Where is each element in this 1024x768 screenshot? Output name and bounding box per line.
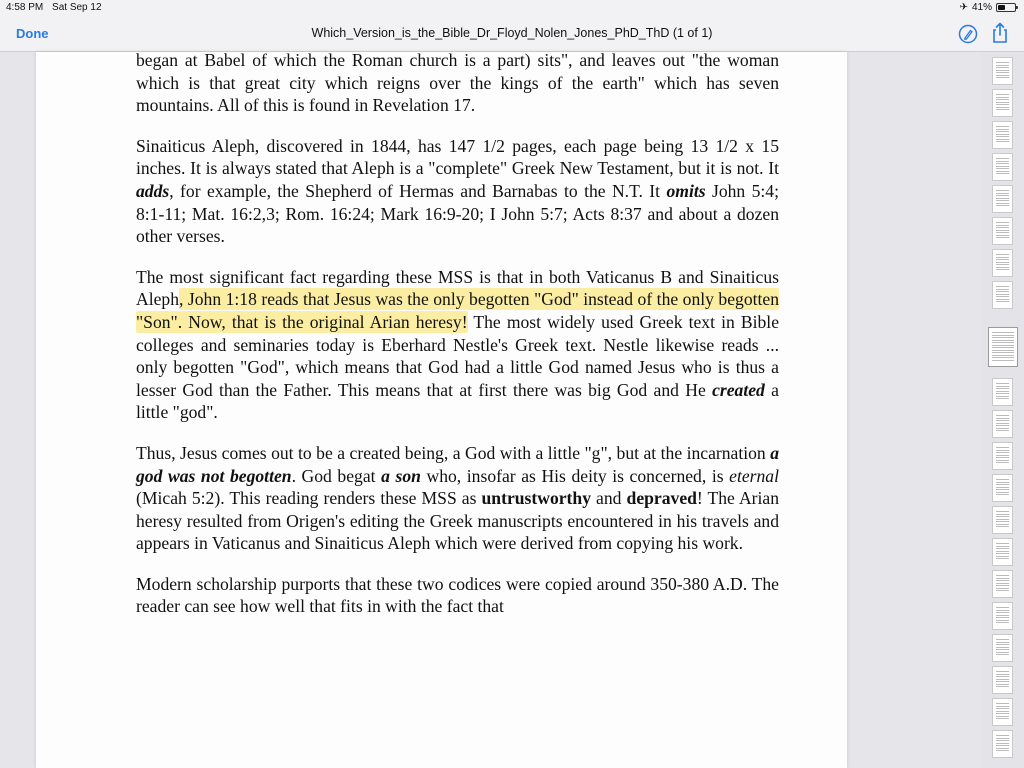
- thumbnail-line: [996, 750, 1009, 751]
- thumbnail-line: [996, 610, 1009, 611]
- paragraph-2: [136, 135, 779, 248]
- thumbnail-line: [996, 447, 1009, 448]
- thumbnail-line: [996, 519, 1009, 520]
- thumbnail-line: [996, 708, 1009, 709]
- thumbnail-line: [992, 345, 1014, 346]
- thumbnail-line: [996, 190, 1009, 191]
- thumbnail-line: [996, 524, 1009, 525]
- thumbnail-line: [996, 158, 1009, 159]
- thumbnail-line: [996, 396, 1009, 397]
- thumbnail-line: [992, 335, 1014, 336]
- thumbnail-line: [996, 141, 1009, 142]
- thumbnail-line: [996, 686, 1009, 687]
- thumbnail-line: [996, 494, 1009, 495]
- thumbnail-line: [996, 612, 1009, 613]
- thumbnail-line: [996, 652, 1009, 653]
- thumbnail-line: [996, 193, 1009, 194]
- page-thumbnail[interactable]: [992, 666, 1013, 694]
- done-button[interactable]: Done: [16, 26, 49, 41]
- thumbnail-line: [996, 526, 1009, 527]
- text-run: The most significant fact regarding these MSS is that in both Vaticanus B and Sinaiticus Aleph: [136, 266, 779, 310]
- thumbnail-line: [996, 75, 1009, 76]
- thumbnail-line: [996, 607, 1009, 608]
- thumbnail-line: [996, 644, 1009, 645]
- emphasis-god-not-begotten: a god was not begotten: [136, 442, 779, 486]
- page-thumbnail[interactable]: [992, 730, 1013, 758]
- thumbnail-line: [996, 383, 1009, 384]
- thumbnail-line: [996, 205, 1009, 206]
- thumbnail-line: [996, 718, 1009, 719]
- thumbnail-line: [996, 77, 1009, 78]
- page-thumbnail[interactable]: [992, 506, 1013, 534]
- thumbnail-line: [996, 227, 1009, 228]
- thumbnail-line: [996, 195, 1009, 196]
- thumbnail-line: [996, 264, 1009, 265]
- thumbnail-line: [996, 482, 1009, 483]
- page-thumbnail[interactable]: [992, 378, 1013, 406]
- thumbnail-line: [996, 516, 1009, 517]
- thumbnail-line: [996, 620, 1009, 621]
- page-thumbnail[interactable]: [992, 474, 1013, 502]
- thumbnail-line: [996, 425, 1009, 426]
- page-thumbnail[interactable]: [992, 698, 1013, 726]
- thumbnail-line: [996, 94, 1009, 95]
- text-run: a little "god".: [136, 379, 779, 423]
- thumbnail-line: [996, 617, 1009, 618]
- thumbnail-line: [996, 546, 1009, 547]
- thumbnail-line: [996, 139, 1009, 140]
- thumbnail-line: [996, 291, 1009, 292]
- thumbnail-line: [992, 355, 1014, 356]
- emphasis-adds: adds: [136, 180, 170, 201]
- thumbnail-line: [996, 299, 1009, 300]
- status-right: [960, 2, 1016, 13]
- emphasis-untrustworthy: untrustworthy: [481, 488, 591, 509]
- thumbnail-line: [996, 62, 1009, 63]
- thumbnail-line: [996, 102, 1009, 103]
- thumbnail-line: [996, 163, 1009, 164]
- thumbnail-line: [996, 514, 1009, 515]
- thumbnail-line: [996, 649, 1009, 650]
- emphasis-a-son: a son: [381, 465, 421, 486]
- text-run: Thus, Jesus comes out to be a created being, a God with a little "g", but at the incarnation: [136, 442, 771, 463]
- thumbnail-line: [996, 450, 1009, 451]
- thumbnail-line: [996, 588, 1009, 589]
- page-thumbnail[interactable]: [992, 538, 1013, 566]
- thumbnail-line: [996, 99, 1009, 100]
- thumbnail-line: [996, 70, 1009, 71]
- airplane-icon: ✈: [959, 2, 968, 13]
- thumbnail-line: [996, 173, 1009, 174]
- thumbnail-line: [996, 259, 1009, 260]
- document-title: Which_Version_is_the_Bible_Dr_Floyd_Nolen_Jones_PhD_ThD (1 of 1): [311, 26, 713, 40]
- thumbnail-line: [996, 237, 1009, 238]
- thumbnail-line: [996, 551, 1009, 552]
- thumbnail-line: [996, 418, 1009, 419]
- thumbnail-line: [996, 254, 1009, 255]
- current-page-thumbnail[interactable]: [988, 327, 1018, 367]
- page-thumbnail[interactable]: [992, 281, 1013, 309]
- page-thumbnail-strip[interactable]: [982, 52, 1024, 768]
- thumbnail-line: [996, 583, 1009, 584]
- thumbnail-line: [996, 556, 1009, 557]
- text-run: The most widely used Greek text in Bible colleges and seminaries today is Eberhard Nestle's Greek text. Nestle likewise reads ... only begotten "God", which means that God had a little God named Jesus who is thus a lesser God than the Father. This means that at first there was big God and He: [136, 311, 779, 400]
- thumbnail-line: [996, 222, 1009, 223]
- thumbnail-line: [996, 428, 1009, 429]
- thumbnail-line: [996, 171, 1009, 172]
- thumbnail-line: [996, 684, 1009, 685]
- thumbnail-line: [996, 296, 1009, 297]
- thumbnail-line: [996, 267, 1009, 268]
- emphasis-eternal: eternal: [729, 465, 779, 486]
- thumbnail-line: [996, 711, 1009, 712]
- thumbnail-line: [996, 713, 1009, 714]
- thumbnail-line: [996, 134, 1009, 135]
- thumbnail-line: [996, 391, 1009, 392]
- thumbnail-line: [992, 337, 1014, 338]
- thumbnail-line: [996, 615, 1009, 616]
- thumbnail-line: [996, 430, 1009, 431]
- thumbnail-line: [996, 654, 1009, 655]
- thumbnail-line: [996, 168, 1009, 169]
- text-run: Sinaiticus Aleph, discovered in 1844, has 147 1/2 pages, each page being 13 1/2 x 15 inches. It is always stated that Aleph is a "complete" Greek New Testament, but it is not. It: [136, 135, 779, 179]
- thumbnail-line: [996, 97, 1009, 98]
- text-run: , for example, the Shepherd of Hermas and Barnabas to the N.T. It: [169, 180, 667, 201]
- thumbnail-line: [996, 109, 1009, 110]
- thumbnail-line: [996, 743, 1009, 744]
- thumbnail-line: [996, 521, 1009, 522]
- thumbnail-line: [996, 511, 1009, 512]
- thumbnail-line: [996, 269, 1009, 270]
- thumbnail-line: [996, 129, 1009, 130]
- markup-pen-icon[interactable]: [958, 24, 978, 44]
- thumbnail-line: [996, 200, 1009, 201]
- thumbnail-line: [996, 681, 1009, 682]
- thumbnail-line: [996, 671, 1009, 672]
- page-thumbnail[interactable]: [992, 57, 1013, 85]
- thumbnail-line: [996, 393, 1009, 394]
- thumbnail-line: [996, 398, 1009, 399]
- thumbnail-line: [996, 674, 1009, 675]
- battery-percent: 41%: [971, 2, 992, 13]
- thumbnail-line: [992, 342, 1014, 343]
- thumbnail-line: [996, 647, 1009, 648]
- thumbnail-line: [996, 553, 1009, 554]
- battery-icon: [996, 3, 1016, 12]
- text-run: and: [591, 488, 627, 509]
- thumbnail-line: [996, 104, 1009, 105]
- thumbnail-line: [996, 548, 1009, 549]
- thumbnail-line: [996, 67, 1009, 68]
- thumbnail-line: [996, 642, 1009, 643]
- thumbnail-line: [996, 745, 1009, 746]
- thumbnail-line: [996, 136, 1009, 137]
- thumbnail-line: [996, 679, 1009, 680]
- thumbnail-line: [996, 286, 1009, 287]
- thumbnail-line: [996, 460, 1009, 461]
- thumbnail-line: [996, 386, 1009, 387]
- thumbnail-line: [996, 301, 1009, 302]
- thumbnail-line: [996, 230, 1009, 231]
- thumbnail-line: [996, 578, 1009, 579]
- thumbnail-line: [996, 487, 1009, 488]
- thumbnail-line: [992, 357, 1014, 358]
- page-thumbnail[interactable]: [992, 634, 1013, 662]
- thumbnail-line: [996, 738, 1009, 739]
- thumbnail-line: [996, 72, 1009, 73]
- thumbnail-line: [996, 415, 1009, 416]
- thumbnail-line: [996, 622, 1009, 623]
- emphasis-omits: omits: [666, 180, 706, 201]
- paragraph-3: [136, 266, 779, 424]
- thumbnail-line: [996, 492, 1009, 493]
- thumbnail-line: [992, 347, 1014, 348]
- thumbnail-line: [996, 703, 1009, 704]
- thumbnail-line: [996, 558, 1009, 559]
- page-thumbnail[interactable]: [992, 410, 1013, 438]
- thumbnail-line: [996, 740, 1009, 741]
- page-thumbnail[interactable]: [992, 249, 1013, 277]
- text-run: ! The Arian heresy resulted from Origen's editing the Greek manuscripts encountered in his travels and appears in Vaticanus and Sinaiticus Aleph which were derived from copying his work.: [136, 488, 780, 554]
- thumbnail-line: [992, 332, 1014, 333]
- text-run: John 5:4; 8:1-11; Mat. 16:2,3; Rom. 16:24; Mark 16:9-20; I John 5:7; Acts 8:37 and about a dozen other verses.: [136, 180, 779, 247]
- paragraph-4: [136, 442, 779, 555]
- thumbnail-line: [996, 131, 1009, 132]
- page-thumbnail[interactable]: [992, 442, 1013, 470]
- thumbnail-line: [996, 735, 1009, 736]
- thumbnail-line: [996, 262, 1009, 263]
- thumbnail-line: [996, 235, 1009, 236]
- status-bar: [0, 0, 1024, 16]
- emphasis-created: created: [712, 379, 765, 400]
- thumbnail-line: [996, 590, 1009, 591]
- thumbnail-line: [996, 388, 1009, 389]
- thumbnail-line: [996, 580, 1009, 581]
- share-icon[interactable]: [990, 22, 1010, 44]
- thumbnail-line: [996, 126, 1009, 127]
- page-thumbnail[interactable]: [992, 217, 1013, 245]
- thumbnail-line: [996, 462, 1009, 463]
- thumbnail-line: [996, 489, 1009, 490]
- thumbnail-line: [996, 543, 1009, 544]
- page-thumbnail[interactable]: [992, 89, 1013, 117]
- thumbnail-line: [996, 452, 1009, 453]
- page-thumbnail[interactable]: [992, 570, 1013, 598]
- thumbnail-line: [996, 257, 1009, 258]
- highlight-annotation[interactable]: , John 1:18 reads that Jesus was the only begotten "God" instead of the only begotten "Son". Now, that is the original Arian heresy!: [136, 289, 779, 332]
- thumbnail-line: [996, 294, 1009, 295]
- battery-fill: [998, 5, 1005, 10]
- thumbnail-line: [996, 203, 1009, 204]
- thumbnail-line: [996, 166, 1009, 167]
- page-thumbnail[interactable]: [992, 121, 1013, 149]
- thumbnail-line: [996, 484, 1009, 485]
- thumbnail-line: [996, 479, 1009, 480]
- thumbnail-line: [996, 420, 1009, 421]
- thumbnail-line: [996, 289, 1009, 290]
- thumbnail-line: [996, 161, 1009, 162]
- thumbnail-line: [996, 575, 1009, 576]
- thumbnail-line: [992, 352, 1014, 353]
- page-thumbnail[interactable]: [992, 602, 1013, 630]
- thumbnail-line: [996, 198, 1009, 199]
- thumbnail-line: [996, 225, 1009, 226]
- status-time: 4:58 PM: [6, 2, 44, 13]
- status-date: Sat Sep 12: [52, 2, 102, 13]
- status-left: [6, 2, 108, 13]
- thumbnail-line: [996, 65, 1009, 66]
- thumbnail-line: [996, 232, 1009, 233]
- nav-bar: [0, 16, 1024, 52]
- pdf-page[interactable]: [36, 52, 847, 768]
- page-thumbnail[interactable]: [992, 185, 1013, 213]
- thumbnail-line: [992, 350, 1014, 351]
- text-run: (Micah 5:2). This reading renders these MSS as: [136, 488, 482, 509]
- page-text: [136, 49, 779, 636]
- paragraph-1: began at Babel of which the Roman church is a part) sits", and leaves out "the woman which is that great city which reigns over the kings of the earth" which has seven mountains. All of this is found in Revelation 17.: [136, 50, 779, 116]
- thumbnail-line: [996, 107, 1009, 108]
- page-thumbnail[interactable]: [992, 153, 1013, 181]
- thumbnail-line: [996, 455, 1009, 456]
- thumbnail-line: [996, 423, 1009, 424]
- emphasis-depraved: depraved: [626, 488, 697, 509]
- thumbnail-line: [996, 716, 1009, 717]
- thumbnail-line: [996, 639, 1009, 640]
- thumbnail-line: [996, 706, 1009, 707]
- thumbnail-line: [996, 585, 1009, 586]
- document-viewer[interactable]: [0, 52, 982, 768]
- text-run: who, insofar as His deity is concerned, is: [420, 465, 730, 486]
- thumbnail-line: [996, 457, 1009, 458]
- thumbnail-line: [996, 676, 1009, 677]
- thumbnail-line: [996, 748, 1009, 749]
- text-run: . God begat: [291, 465, 382, 486]
- thumbnail-line: [992, 340, 1014, 341]
- thumbnail-line: [992, 360, 1014, 361]
- paragraph-5: Modern scholarship purports that these two codices were copied around 350-380 A.D. The reader can see how well that fits in with the fact that: [136, 573, 779, 617]
